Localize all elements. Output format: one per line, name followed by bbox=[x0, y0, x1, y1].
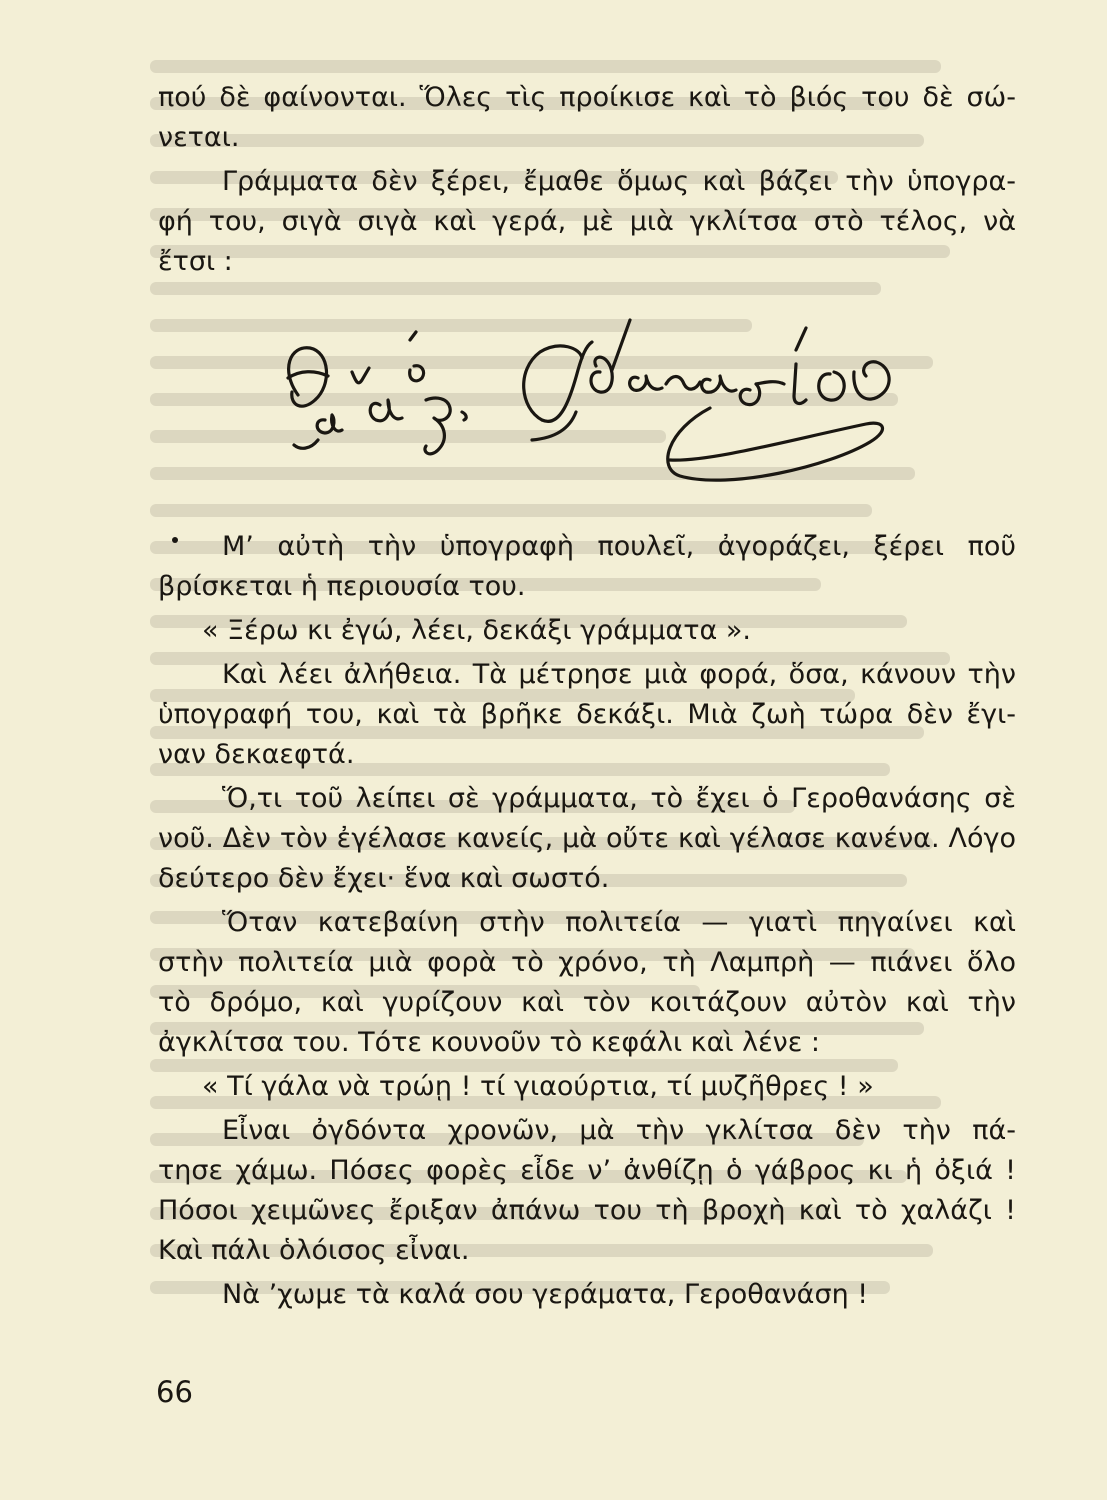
text-line: ἔτσι : bbox=[158, 246, 233, 277]
text-line: Ὅ,τι τοῦ λείπει σὲ γράμματα, τὸ ἔχει ὁ Γεροθανάσης σὲ bbox=[222, 783, 1016, 814]
text-line: τὸ δρόμο, καὶ γυρίζουν καὶ τὸν κοιτάζουν αὐτὸν καὶ τὴν bbox=[158, 987, 1016, 1018]
text-line: Μ’ αὐτὴ τὴν ὑπογραφὴ πουλεῖ, ἀγοράζει, ξέρει ποῦ bbox=[222, 531, 1016, 562]
text-line: Ὅταν κατεβαίνη στὴν πολιτεία — γιατὶ πηγαίνει καὶ bbox=[222, 907, 1016, 938]
text-line: δεύτερο δὲν ἔχει· ἕνα καὶ σωστό. bbox=[158, 863, 610, 894]
text-line: Καὶ λέει ἀλήθεια. Τὰ μέτρησε μιὰ φορά, ὅσα, κάνουν τὴν bbox=[222, 659, 1016, 690]
text-line: νεται. bbox=[158, 122, 240, 153]
body-text-continued bbox=[158, 527, 1016, 1315]
text-line: νοῦ. Δὲν τὸν ἐγέλασε κανείς, μὰ οὔτε καὶ γέλασε κανένα. Λόγο bbox=[158, 823, 1016, 854]
text-line: ἀγκλίτσα του. Τότε κουνοῦν τὸ κεφάλι καὶ λένε : bbox=[158, 1027, 821, 1058]
text-line: Πόσοι χειμῶνες ἔριξαν ἀπάνω του τὴ βροχὴ καὶ τὸ χαλάζι ! bbox=[158, 1195, 1016, 1226]
page-number: 66 bbox=[156, 1375, 193, 1409]
text-line: ὑπογραφή του, καὶ τὰ βρῆκε δεκάξι. Μιὰ ζωὴ τώρα δὲν ἔγι- bbox=[158, 699, 1016, 730]
body-text bbox=[158, 78, 1016, 282]
text-line: πού δὲ φαίνονται. Ὅλες τὶς προίκισε καὶ τὸ βιός του δὲ σώ- bbox=[158, 82, 1016, 113]
text-line: Νὰ ’χωμε τὰ καλά σου γεράματα, Γεροθανάση ! bbox=[222, 1279, 869, 1310]
text-line: « Ξέρω κι ἐγώ, λέει, δεκάξι γράμματα ». bbox=[202, 615, 751, 646]
text-line: Γράμματα δὲν ξέρει, ἔμαθε ὅμως καὶ βάζει τὴν ὑπογρα- bbox=[222, 166, 1016, 197]
text-line: Καὶ πάλι ὁλόισος εἶναι. bbox=[158, 1235, 470, 1266]
text-line: βρίσκεται ἡ περιουσία του. bbox=[158, 571, 526, 602]
text-line: τησε χάμω. Πόσες φορὲς εἶδε ν’ ἀνθίζῃ ὁ γάβρος κι ἡ ὀξιά ! bbox=[158, 1155, 1016, 1186]
handwritten-signature bbox=[270, 300, 920, 500]
text-line: φή του, σιγὰ σιγὰ καὶ γερά, μὲ μιὰ γκλίτσα στὸ τέλος, νὰ bbox=[158, 206, 1016, 237]
text-line: « Τί γάλα νὰ τρώῃ ! τί γιαούρτια, τί μυζῆθρες ! » bbox=[202, 1071, 874, 1102]
text-line: ναν δεκαεφτά. bbox=[158, 739, 355, 770]
text-line: Εἶναι ὀγδόντα χρονῶν, μὰ τὴν γκλίτσα δὲν τὴν πά- bbox=[222, 1115, 1016, 1146]
text-line: στὴν πολιτεία μιὰ φορὰ τὸ χρόνο, τὴ Λαμπρὴ — πιάνει ὅλο bbox=[158, 947, 1016, 978]
